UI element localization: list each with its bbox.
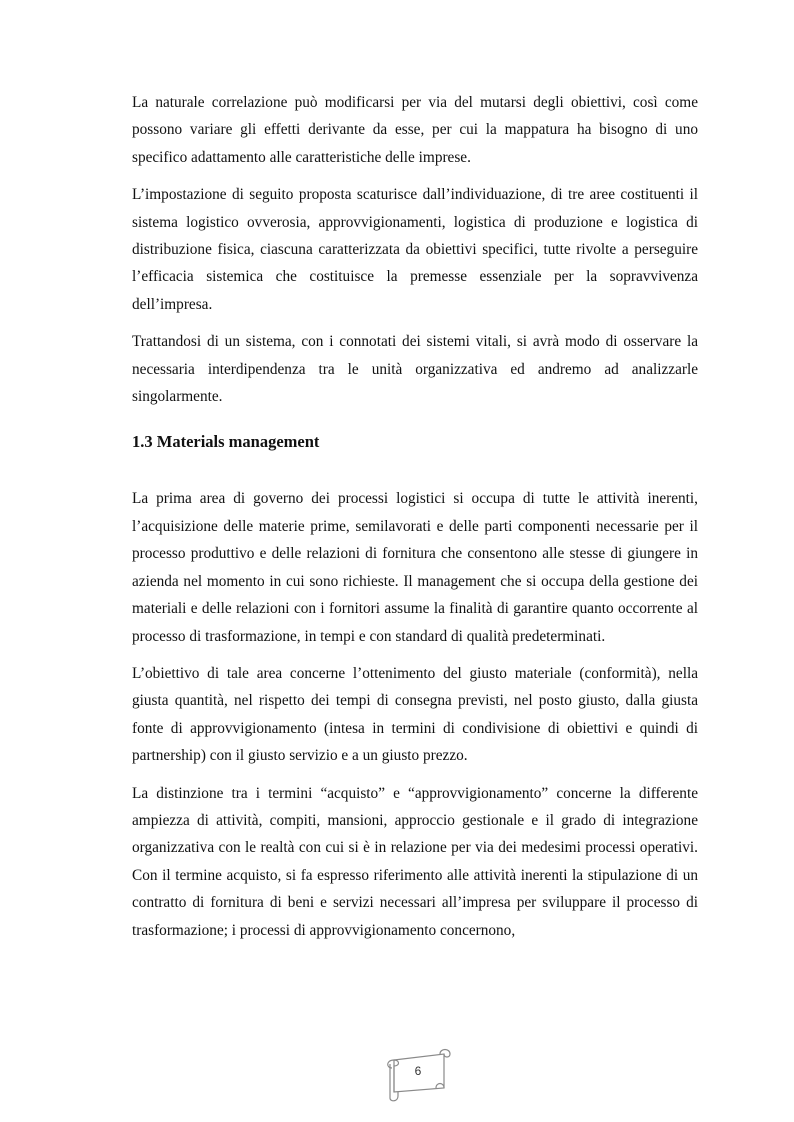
document-body (132, 89, 698, 954)
paragraph-distinzione: La distinzione tra i termini “acquisto” e “approvvigionamento” concerne la differente ampiezza di attività, compiti, mansioni, approccio gestionale e il grado di integrazione organizzativa con le realtà con cui si è in relazione per via dei medesimi processi operativi. Con il termine acquisto, si fa espresso riferimento alle attività inerenti la stipulazione di un contratto di fornitura di beni e servizi necessari all’impresa per sviluppare il processo di trasformazione; i processi di approvvigionamento concernono, (132, 784, 698, 939)
paragraph-correlazione: La naturale correlazione può modificarsi per via del mutarsi degli obiettivi, così come possono variare gli effetti derivante da esse, per cui la mappatura ha bisogno di uno specifico adattamento alle caratteristiche delle imprese. (132, 94, 698, 166)
page-footer (380, 1046, 454, 1104)
page-number: 6 (414, 1064, 422, 1078)
paragraph-obiettivo: L’obiettivo di tale area concerne l’ottenimento del giusto materiale (conformità), nella giusta quantità, nel rispetto dei tempi di consegna previsti, nel posto giusto, dalla giusta fonte di approvvigionamento (intesa in termini di condivisione di obiettivi e quindi di partnership) con il giusto servizio e a un giusto prezzo. (132, 664, 698, 765)
paragraph-impostazione: L’impostazione di seguito proposta scaturisce dall’individuazione, di tre aree costituenti il sistema logistico ovverosia, approvvigionamenti, logistica di produzione e logistica di distribuzione fisica, ciascuna caratterizzata da obiettivi specifici, tutte rivolte a perseguire l’efficacia sistemica che costituisce la premesse essenziale per la sopravvivenza dell’impresa. (132, 186, 698, 313)
section-heading: 1.3 Materials management (132, 432, 320, 452)
paragraph-sistema: Trattandosi di un sistema, con i connotati dei sistemi vitali, si avrà modo di osservare la necessaria interdipendenza tra le unità organizzativa ed andremo ad analizzarle singolarmente. (132, 333, 698, 406)
paragraph-prima-area: La prima area di governo dei processi logistici si occupa di tutte le attività inerenti, l’acquisizione delle materie prime, semilavorati e delle parti componenti necessarie per il processo produttivo e delle relazioni di fornitura che consentono alle stesse di giungere in azienda nel momento in cui sono richieste. Il management che si occupa della gestione dei materiali e delle relazioni con i fornitori assume la finalità di garantire quanto occorrente al processo di trasformazione, in tempi e con standard di qualità predeterminati. (132, 490, 698, 645)
